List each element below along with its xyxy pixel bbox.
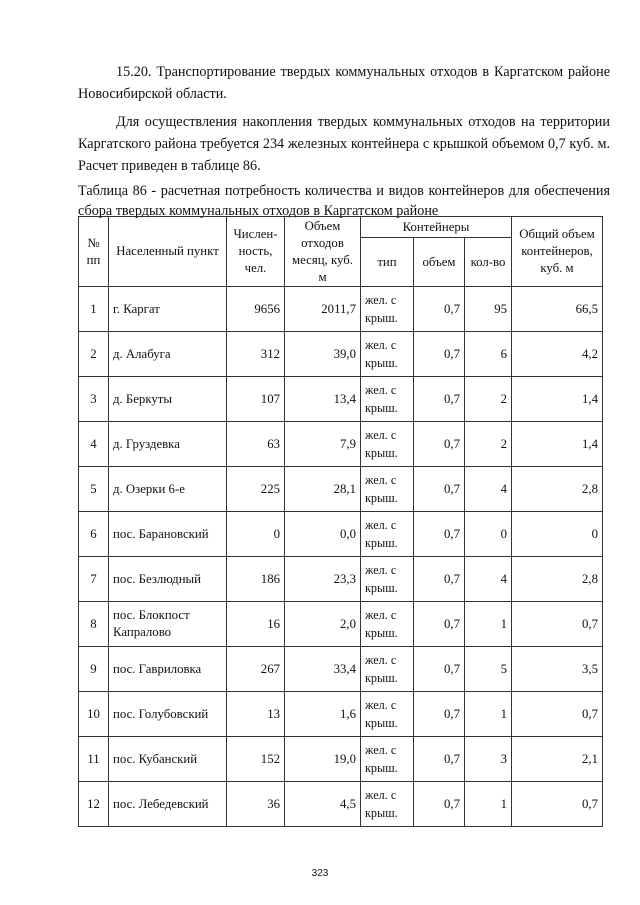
cell-number: 10 xyxy=(79,692,109,737)
header-population: Числен-ность, чел. xyxy=(227,217,285,287)
cell-settlement: г. Каргат xyxy=(109,287,227,332)
cell-population: 63 xyxy=(227,422,285,467)
table-row xyxy=(79,737,603,782)
cell-population: 312 xyxy=(227,332,285,377)
table-row xyxy=(79,422,603,467)
table-row xyxy=(79,692,603,737)
cell-container-capacity: 0,7 xyxy=(414,782,465,827)
cell-container-type: жел. с крыш. xyxy=(361,287,414,332)
cell-settlement: пос. Блокпост Капралово xyxy=(109,602,227,647)
cell-total-volume: 2,1 xyxy=(512,737,603,782)
table-row xyxy=(79,287,603,332)
header-settlement: Населенный пункт xyxy=(109,217,227,287)
cell-number: 1 xyxy=(79,287,109,332)
cell-population: 16 xyxy=(227,602,285,647)
cell-container-type: жел. с крыш. xyxy=(361,377,414,422)
cell-settlement: д. Груздевка xyxy=(109,422,227,467)
table-row xyxy=(79,647,603,692)
cell-population: 267 xyxy=(227,647,285,692)
cell-container-count: 1 xyxy=(465,692,512,737)
cell-settlement: пос. Кубанский xyxy=(109,737,227,782)
cell-waste-volume: 39,0 xyxy=(285,332,361,377)
cell-number: 8 xyxy=(79,602,109,647)
cell-container-type: жел. с крыш. xyxy=(361,467,414,512)
cell-settlement: д. Беркуты xyxy=(109,377,227,422)
cell-number: 11 xyxy=(79,737,109,782)
section-paragraph-text: Для осуществления накопления твердых коммунальных отходов на территории Каргатского района требуется 234 железных контейнера с крышкой объемом 0,7 куб. м. Расчет приведен в таблице 86. xyxy=(78,114,610,174)
cell-number: 2 xyxy=(79,332,109,377)
cell-population: 13 xyxy=(227,692,285,737)
cell-waste-volume: 19,0 xyxy=(285,737,361,782)
table-row xyxy=(79,557,603,602)
cell-container-capacity: 0,7 xyxy=(414,692,465,737)
cell-population: 9656 xyxy=(227,287,285,332)
cell-container-type: жел. с крыш. xyxy=(361,557,414,602)
cell-container-capacity: 0,7 xyxy=(414,737,465,782)
section-heading xyxy=(78,61,610,105)
cell-number: 6 xyxy=(79,512,109,557)
table-row xyxy=(79,512,603,557)
cell-container-capacity: 0,7 xyxy=(414,467,465,512)
cell-settlement: д. Алабуга xyxy=(109,332,227,377)
section-heading-text: 15.20. Транспортирование твердых коммунальных отходов в Каргатском районе Новосибирской области. xyxy=(78,64,610,102)
header-no: № пп xyxy=(79,217,109,287)
cell-container-capacity: 0,7 xyxy=(414,602,465,647)
header-volume: Объем отходов месяц, куб. м xyxy=(285,217,361,287)
header-count: кол-во xyxy=(465,238,512,287)
containers-table xyxy=(78,216,603,827)
cell-container-count: 1 xyxy=(465,782,512,827)
section-paragraph xyxy=(78,111,610,177)
cell-total-volume: 0,7 xyxy=(512,692,603,737)
table-caption: Таблица 86 - расчетная потребность количества и видов контейнеров для обеспечения сбора твердых коммунальных отходов в Каргатском районе xyxy=(78,183,610,219)
cell-total-volume: 4,2 xyxy=(512,332,603,377)
cell-container-type: жел. с крыш. xyxy=(361,692,414,737)
cell-settlement: пос. Лебедевский xyxy=(109,782,227,827)
cell-settlement: пос. Барановский xyxy=(109,512,227,557)
cell-container-capacity: 0,7 xyxy=(414,647,465,692)
cell-settlement: пос. Голубовский xyxy=(109,692,227,737)
cell-container-count: 1 xyxy=(465,602,512,647)
cell-population: 225 xyxy=(227,467,285,512)
cell-number: 7 xyxy=(79,557,109,602)
cell-container-type: жел. с крыш. xyxy=(361,602,414,647)
cell-waste-volume: 23,3 xyxy=(285,557,361,602)
cell-container-count: 2 xyxy=(465,422,512,467)
cell-container-capacity: 0,7 xyxy=(414,377,465,422)
header-capacity: объем xyxy=(414,238,465,287)
cell-settlement: пос. Безлюдный xyxy=(109,557,227,602)
cell-total-volume: 2,8 xyxy=(512,557,603,602)
cell-population: 107 xyxy=(227,377,285,422)
cell-container-count: 4 xyxy=(465,557,512,602)
cell-waste-volume: 4,5 xyxy=(285,782,361,827)
cell-total-volume: 0,7 xyxy=(512,602,603,647)
cell-total-volume: 66,5 xyxy=(512,287,603,332)
table-row xyxy=(79,332,603,377)
cell-container-type: жел. с крыш. xyxy=(361,737,414,782)
cell-container-count: 0 xyxy=(465,512,512,557)
cell-population: 152 xyxy=(227,737,285,782)
cell-waste-volume: 28,1 xyxy=(285,467,361,512)
cell-number: 9 xyxy=(79,647,109,692)
cell-number: 12 xyxy=(79,782,109,827)
cell-waste-volume: 7,9 xyxy=(285,422,361,467)
cell-total-volume: 2,8 xyxy=(512,467,603,512)
cell-waste-volume: 0,0 xyxy=(285,512,361,557)
cell-population: 36 xyxy=(227,782,285,827)
table-row xyxy=(79,782,603,827)
cell-container-count: 5 xyxy=(465,647,512,692)
page-number: 323 xyxy=(311,868,329,879)
cell-container-count: 2 xyxy=(465,377,512,422)
header-containers: Контейнеры xyxy=(361,217,512,238)
cell-population: 186 xyxy=(227,557,285,602)
cell-total-volume: 0,7 xyxy=(512,782,603,827)
cell-waste-volume: 1,6 xyxy=(285,692,361,737)
cell-waste-volume: 13,4 xyxy=(285,377,361,422)
cell-container-capacity: 0,7 xyxy=(414,332,465,377)
header-type: тип xyxy=(361,238,414,287)
cell-number: 5 xyxy=(79,467,109,512)
cell-container-type: жел. с крыш. xyxy=(361,782,414,827)
cell-container-type: жел. с крыш. xyxy=(361,512,414,557)
cell-container-type: жел. с крыш. xyxy=(361,422,414,467)
table-header-row xyxy=(79,217,603,238)
cell-container-capacity: 0,7 xyxy=(414,512,465,557)
cell-total-volume: 1,4 xyxy=(512,422,603,467)
cell-container-count: 6 xyxy=(465,332,512,377)
table-row xyxy=(79,602,603,647)
cell-waste-volume: 2011,7 xyxy=(285,287,361,332)
cell-total-volume: 0 xyxy=(512,512,603,557)
cell-container-capacity: 0,7 xyxy=(414,422,465,467)
cell-container-count: 3 xyxy=(465,737,512,782)
cell-waste-volume: 2,0 xyxy=(285,602,361,647)
cell-total-volume: 3,5 xyxy=(512,647,603,692)
cell-container-capacity: 0,7 xyxy=(414,557,465,602)
cell-container-type: жел. с крыш. xyxy=(361,332,414,377)
cell-population: 0 xyxy=(227,512,285,557)
cell-container-count: 95 xyxy=(465,287,512,332)
cell-container-count: 4 xyxy=(465,467,512,512)
cell-number: 4 xyxy=(79,422,109,467)
table-body xyxy=(79,287,603,827)
cell-container-capacity: 0,7 xyxy=(414,287,465,332)
cell-number: 3 xyxy=(79,377,109,422)
table-row xyxy=(79,467,603,512)
cell-waste-volume: 33,4 xyxy=(285,647,361,692)
cell-settlement: д. Озерки 6-е xyxy=(109,467,227,512)
table-row xyxy=(79,377,603,422)
header-total: Общий объем контейнеров, куб. м xyxy=(512,217,603,287)
cell-total-volume: 1,4 xyxy=(512,377,603,422)
cell-container-type: жел. с крыш. xyxy=(361,647,414,692)
cell-settlement: пос. Гавриловка xyxy=(109,647,227,692)
